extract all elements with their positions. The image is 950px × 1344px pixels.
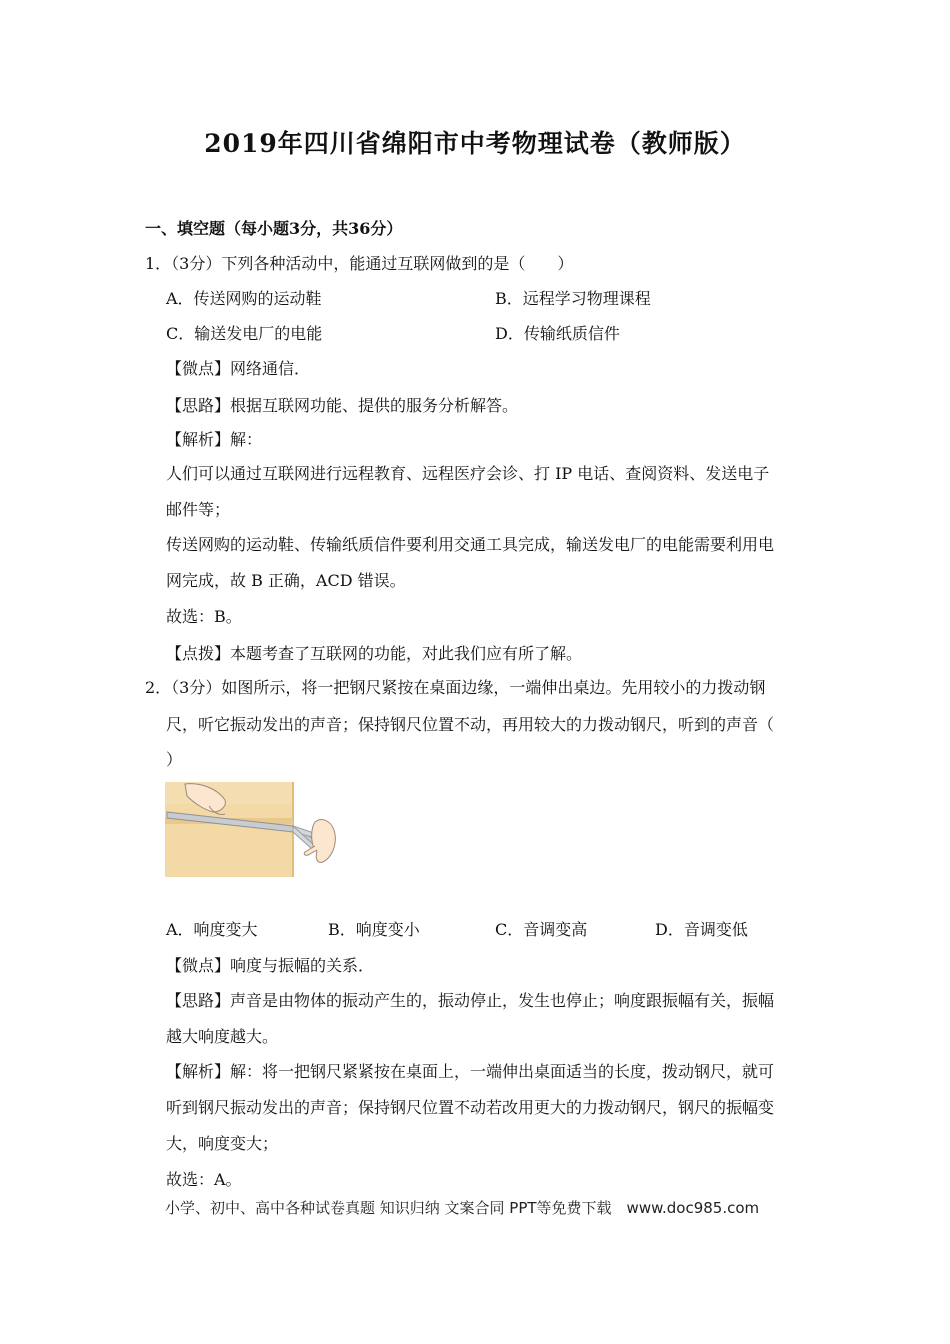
footer-watermark[interactable]: 小学、初中、高中各种试卷真题 知识归纳 文案合同 PPT等免费下载 www.doc985.com [165,1199,760,1217]
ruler-figure-svg [165,782,338,877]
q2-silu-line-1: 【思路】声音是由物体的振动产生的，振动停止，发生也停止；响度跟振幅有关，振幅 [166,991,775,1010]
q2-option-b: B．响度变小 [328,920,420,939]
q2-jiexi-line-3: 大，响度变大； [166,1134,279,1153]
q1-dianbo: 【点拨】本题考查了互联网的功能，对此我们应有所了解。 [166,644,583,663]
q2-option-d: D．音调变低 [655,920,748,939]
q1-option-a: A．传送网购的运动鞋 [166,289,322,308]
q1-jiexi-line-3: 传送网购的运动鞋、传输纸质信件要利用交通工具完成，输送发电厂的电能需要利用电 [166,535,775,554]
question-1-stem: 1．（3分）下列各种活动中，能通过互联网做到的是（ ） [145,254,574,273]
question-2-stem-line-2: 尺，听它振动发出的声音；保持钢尺位置不动，再用较大的力拨动钢尺，听到的声音（ [166,715,775,734]
section-heading: 一、填空题（每小题3分，共36分） [145,219,403,238]
q1-option-b: B．远程学习物理课程 [495,289,651,308]
q1-option-c: C．输送发电厂的电能 [166,324,323,343]
q2-option-c: C．音调变高 [495,920,588,939]
question-2-stem-line-3: ） [166,750,183,769]
q1-jiexi-line-2: 邮件等； [166,500,231,519]
q1-jiexi-line-1: 人们可以通过互联网进行远程教育、远程医疗会诊、打 IP 电话、查阅资料、发送电子 [166,464,770,483]
q2-answer: 故选：A。 [166,1170,242,1189]
q1-option-d: D．传输纸质信件 [495,324,620,343]
q2-silu-line-2: 越大响度越大。 [166,1027,279,1046]
question-2-stem-line-1: 2．（3分）如图所示，将一把钢尺紧按在桌面边缘，一端伸出桌边。先用较小的力拨动钢 [145,678,766,697]
q1-silu: 【思路】根据互联网功能、提供的服务分析解答。 [166,396,519,415]
table-top [165,782,293,804]
q1-answer: 故选：B。 [166,607,242,626]
q2-jiexi-line-1: 【解析】解：将一把钢尺紧紧按在桌面上，一端伸出桌面适当的长度，拨动钢尺，就可 [166,1062,775,1081]
q2-weidian: 【微点】响度与振幅的关系． [166,956,375,975]
q1-jiexi-label: 【解析】解： [166,430,263,449]
q1-weidian: 【微点】网络通信． [166,359,311,378]
q2-jiexi-line-2: 听到钢尺振动发出的声音；保持钢尺位置不动若改用更大的力拨动钢尺，钢尺的振幅变 [166,1098,775,1117]
page-title: 2019年四川省绵阳市中考物理试卷（教师版） [204,129,746,158]
ruler-on-table-figure [165,782,338,877]
q2-option-a: A．响度变大 [166,920,258,939]
q1-jiexi-line-4: 网完成，故 B 正确，ACD 错误。 [166,571,406,590]
